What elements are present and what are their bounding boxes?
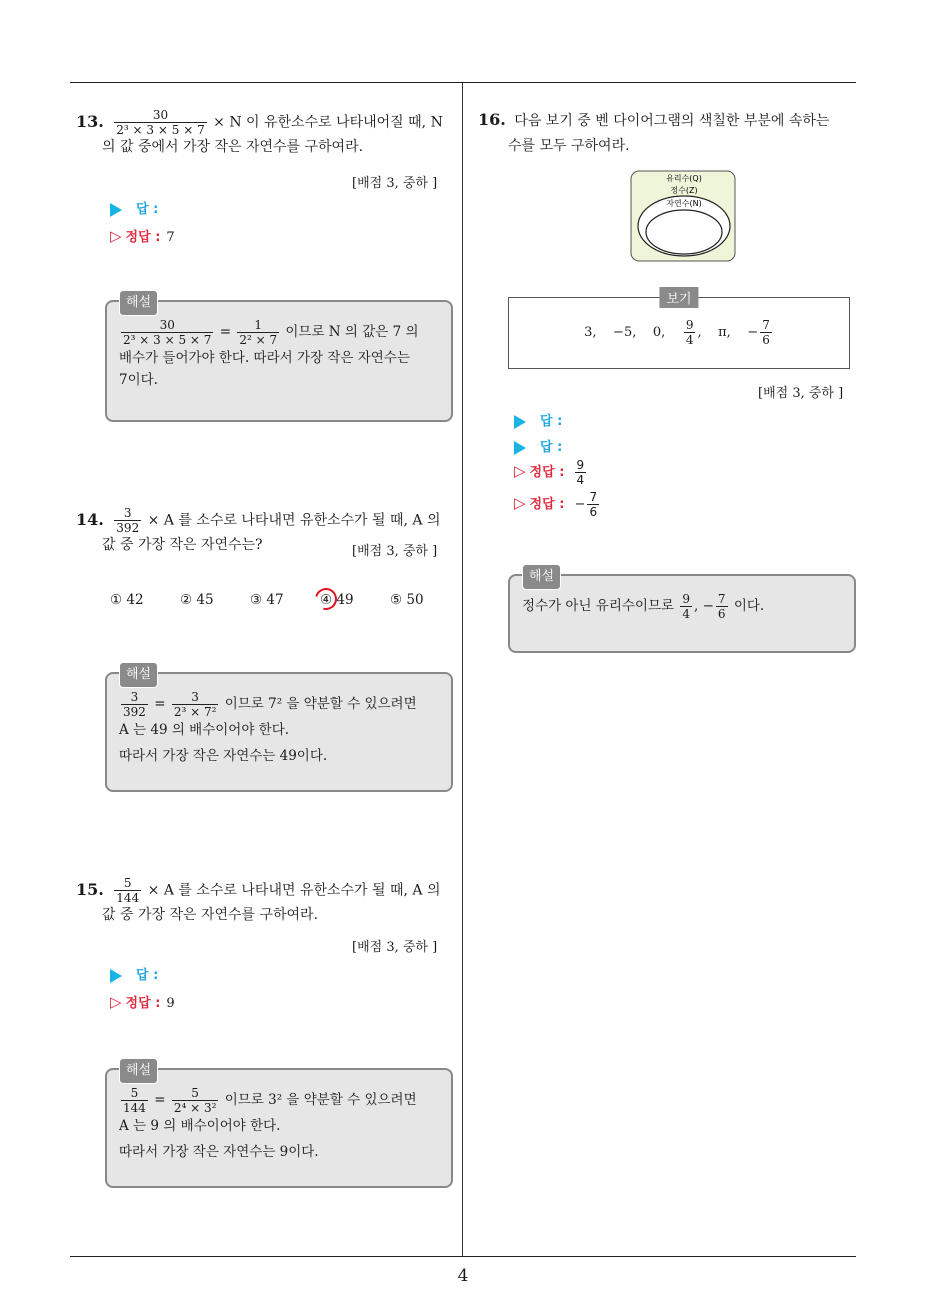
minus-sign: −	[574, 497, 586, 512]
outline-triangle-icon: ▷	[514, 462, 526, 480]
solution-tag: 해설	[119, 662, 158, 688]
equals-sign: =	[219, 324, 232, 340]
venn-diagram	[630, 170, 736, 262]
outline-triangle-icon: ▷	[514, 494, 526, 512]
column-divider	[462, 83, 463, 1256]
venn-label-q: 유리수(Q)	[666, 174, 702, 183]
answer-label: 답 :	[540, 414, 563, 429]
solution-text: 이므로 7² 을 약분할 수 있으려면	[224, 696, 417, 712]
question-number: 16.	[478, 110, 506, 129]
play-triangle-icon	[110, 203, 122, 217]
choice-2[interactable]: ② 45	[180, 592, 214, 608]
solution-box	[105, 295, 453, 422]
fraction: $\frac{9}{4}$	[685, 318, 694, 347]
score-label: [배점 3, 중하 ]	[352, 940, 438, 955]
question-text: 의 값 중에서 가장 작은 자연수를 구하여라.	[102, 139, 364, 155]
correct-label: 정답 :	[125, 996, 161, 1011]
answer-label: 답 :	[540, 440, 563, 455]
choice-5[interactable]: ⑤ 50	[390, 592, 424, 608]
solution-tag: 해설	[119, 290, 158, 316]
fraction: $\frac{7}{6}$	[762, 318, 770, 347]
fraction: $\frac{5}{144}$	[116, 876, 140, 905]
correct-answer-row	[110, 226, 175, 245]
venn-natural-circle	[646, 210, 722, 254]
fraction: $\frac{9}{4}$	[682, 592, 690, 621]
correct-value: 9	[166, 996, 175, 1011]
venn-label-z: 정수(Z)	[670, 186, 698, 195]
minus-sign: −	[702, 598, 714, 614]
answer-row	[514, 410, 562, 429]
solution-tag: 해설	[119, 1058, 158, 1084]
fraction: $\frac{5}{144}$	[123, 1086, 146, 1115]
boki-item: −5,	[613, 325, 637, 340]
solution-text: A 는 9 의 배수이어야 한다.	[119, 1118, 281, 1134]
solution-text: 정수가 아닌 유리수이므로	[522, 598, 675, 614]
correct-label: 정답 :	[125, 230, 161, 245]
boki-item: 0,	[652, 325, 666, 340]
page-number: 4	[457, 1266, 469, 1286]
correct-label: 정답 :	[529, 497, 565, 512]
answer-circle-mark	[311, 584, 341, 614]
question-text: 다음 보기 중 벤 다이어그램의 색칠한 부분에 속하는	[514, 113, 830, 129]
play-triangle-icon	[514, 415, 526, 429]
correct-answer-row	[110, 992, 175, 1011]
fraction: $\frac{3}{392}$	[116, 506, 140, 535]
fraction: $\frac{5}{\text{2⁴ × 3²}}$	[173, 1086, 217, 1115]
fraction: $\frac{3}{\text{2³ × 7²}}$	[173, 690, 217, 719]
solution-text: 이므로 3² 을 약분할 수 있으려면	[224, 1092, 417, 1108]
venn-label-n: 자연수(N)	[666, 199, 702, 208]
equals-sign: =	[154, 1092, 166, 1108]
question-13	[76, 108, 462, 157]
boki-tag: 보기	[659, 287, 698, 308]
fraction: $\frac{30}{\text{2³ × 3 × 5 × 7}}$	[116, 108, 205, 137]
solution-text: 7이다.	[119, 372, 158, 388]
solution-tag: 해설	[522, 564, 561, 590]
solution-text: 이다.	[733, 598, 765, 614]
boki-box	[508, 292, 850, 369]
boki-items	[509, 318, 849, 347]
fraction: $\frac{30}{\text{2³ × 3 × 5 × 7}}$	[123, 318, 212, 347]
correct-value: 7	[166, 230, 175, 245]
correct-answer-row	[514, 458, 588, 487]
solution-text: 따라서 가장 작은 자연수는 9이다.	[119, 1144, 319, 1160]
score-label: [배점 3, 중하 ]	[352, 544, 438, 559]
outline-triangle-icon: ▷	[110, 993, 122, 1011]
question-text: × A 를 소수로 나타내면 유한소수가 될 때, A 의	[147, 512, 441, 529]
outline-triangle-icon: ▷	[110, 227, 122, 245]
score-label: [배점 3, 중하 ]	[352, 176, 438, 191]
solution-box	[508, 569, 856, 653]
score-label: [배점 3, 중하 ]	[758, 386, 844, 401]
question-number: 14.	[76, 509, 104, 529]
choice-4[interactable]: ④ 49	[320, 592, 354, 608]
fraction: $\frac{7}{6}$	[589, 490, 598, 519]
choice-3[interactable]: ③ 47	[250, 592, 284, 608]
question-16	[478, 110, 858, 161]
question-text: × A 를 소수로 나타내면 유한소수가 될 때, A 의	[147, 882, 441, 899]
fraction: $\frac{3}{392}$	[123, 690, 146, 719]
minus-sign: −	[747, 325, 759, 340]
question-15	[76, 876, 462, 925]
fraction: $\frac{7}{6}$	[717, 592, 726, 621]
question-text: 값 중 가장 작은 자연수를 구하여라.	[102, 907, 319, 923]
equals-sign: =	[154, 696, 166, 712]
bottom-rule	[70, 1256, 856, 1257]
correct-answer-row	[514, 490, 601, 519]
solution-text: 배수가 들어가야 한다. 따라서 가장 작은 자연수는	[119, 350, 410, 366]
answer-row	[110, 198, 158, 217]
boki-item: π,	[718, 325, 731, 340]
answer-label: 답 :	[136, 968, 159, 983]
fraction: $\frac{1}{\text{2² × 7}}$	[239, 318, 278, 347]
separator: ,	[697, 325, 702, 340]
question-text: 값 중 가장 작은 자연수는?	[102, 537, 263, 553]
question-number: 15.	[76, 879, 104, 899]
choice-1[interactable]: ① 42	[110, 592, 144, 608]
solution-text: A 는 49 의 배수이어야 한다.	[119, 722, 290, 738]
question-text: × N 이 유한소수로 나타내어질 때, N	[213, 114, 443, 131]
play-triangle-icon	[110, 969, 122, 983]
question-text: 수를 모두 구하여라.	[508, 138, 630, 154]
answer-row	[514, 436, 562, 455]
solution-box	[105, 667, 453, 792]
answer-label: 답 :	[136, 202, 159, 217]
solution-box	[105, 1063, 453, 1188]
separator: ,	[693, 598, 699, 614]
boki-item: 3,	[584, 325, 597, 340]
question-number: 13.	[76, 111, 104, 131]
correct-label: 정답 :	[529, 465, 565, 480]
solution-text: 이므로 N 의 값은 7 의	[285, 324, 419, 340]
play-triangle-icon	[514, 441, 526, 455]
answer-row	[110, 964, 158, 983]
fraction: $\frac{9}{4}$	[576, 458, 585, 487]
solution-text: 따라서 가장 작은 자연수는 49이다.	[119, 748, 328, 764]
top-rule	[70, 82, 856, 83]
